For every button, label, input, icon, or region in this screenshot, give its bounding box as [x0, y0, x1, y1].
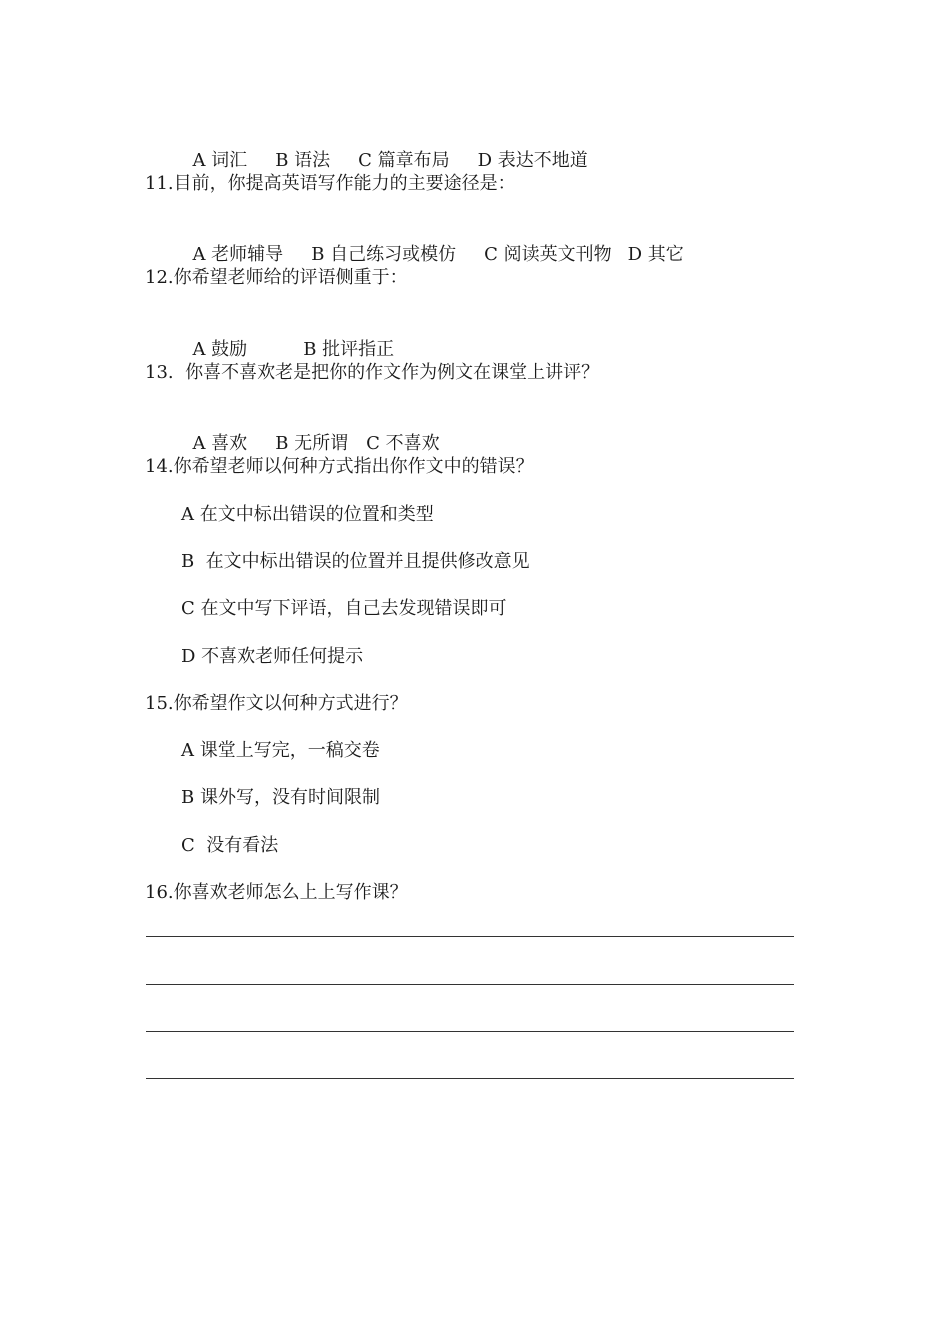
q16-question: 16.你喜欢老师怎么上上写作课？	[145, 882, 408, 903]
q10-option-c[interactable]: C 篇章布局	[358, 150, 450, 171]
q10-option-a[interactable]: A 词汇	[192, 150, 248, 171]
answer-line-3[interactable]	[146, 1031, 794, 1032]
q14-option-c[interactable]: C 在文中写下评语，自己去发现错误即可	[181, 598, 507, 619]
q12-option-b[interactable]: B 批评指正	[303, 339, 395, 360]
q10-option-d[interactable]: D 表达不地道	[477, 150, 588, 171]
q15-option-c[interactable]: C 没有看法	[181, 835, 279, 856]
answer-line-4[interactable]	[146, 1078, 794, 1079]
answer-line-2[interactable]	[146, 984, 794, 985]
q12-options	[181, 314, 394, 362]
q12-question: 12.你希望老师给的评语侧重于：	[145, 267, 408, 288]
q15-option-b[interactable]: B 课外写，没有时间限制	[181, 787, 380, 808]
q14-question: 14.你希望老师以何种方式指出你作文中的错误？	[145, 456, 534, 477]
q11-option-a[interactable]: A 老师辅导	[192, 244, 284, 265]
q11-option-c[interactable]: C 阅读英文刊物	[484, 244, 612, 265]
q13-options	[181, 408, 440, 456]
q13-option-a[interactable]: A 喜欢	[192, 433, 248, 454]
q11-option-d[interactable]: D 其它	[627, 244, 684, 265]
q13-question: 13. 你喜不喜欢老是把你的作文作为例文在课堂上讲评？	[145, 362, 600, 383]
q13-option-b[interactable]: B 无所谓	[275, 433, 349, 454]
answer-line-1[interactable]	[146, 936, 794, 937]
q11-question: 11.目前，你提高英语写作能力的主要途径是：	[145, 173, 516, 194]
q11-options	[181, 219, 684, 267]
q14-option-b[interactable]: B 在文中标出错误的位置并且提供修改意见	[181, 551, 530, 572]
q14-option-a[interactable]: A 在文中标出错误的位置和类型	[181, 504, 434, 525]
q14-option-d[interactable]: D 不喜欢老师任何提示	[181, 646, 364, 667]
q12-option-a[interactable]: A 鼓励	[192, 339, 248, 360]
q15-option-a[interactable]: A 课堂上写完，一稿交卷	[181, 740, 380, 761]
q10-options	[181, 125, 588, 173]
q11-option-b[interactable]: B 自己练习或模仿	[311, 244, 457, 265]
q15-question: 15.你希望作文以何种方式进行？	[145, 693, 408, 714]
q10-option-b[interactable]: B 语法	[275, 150, 331, 171]
q13-option-c[interactable]: C 不喜欢	[366, 433, 440, 454]
